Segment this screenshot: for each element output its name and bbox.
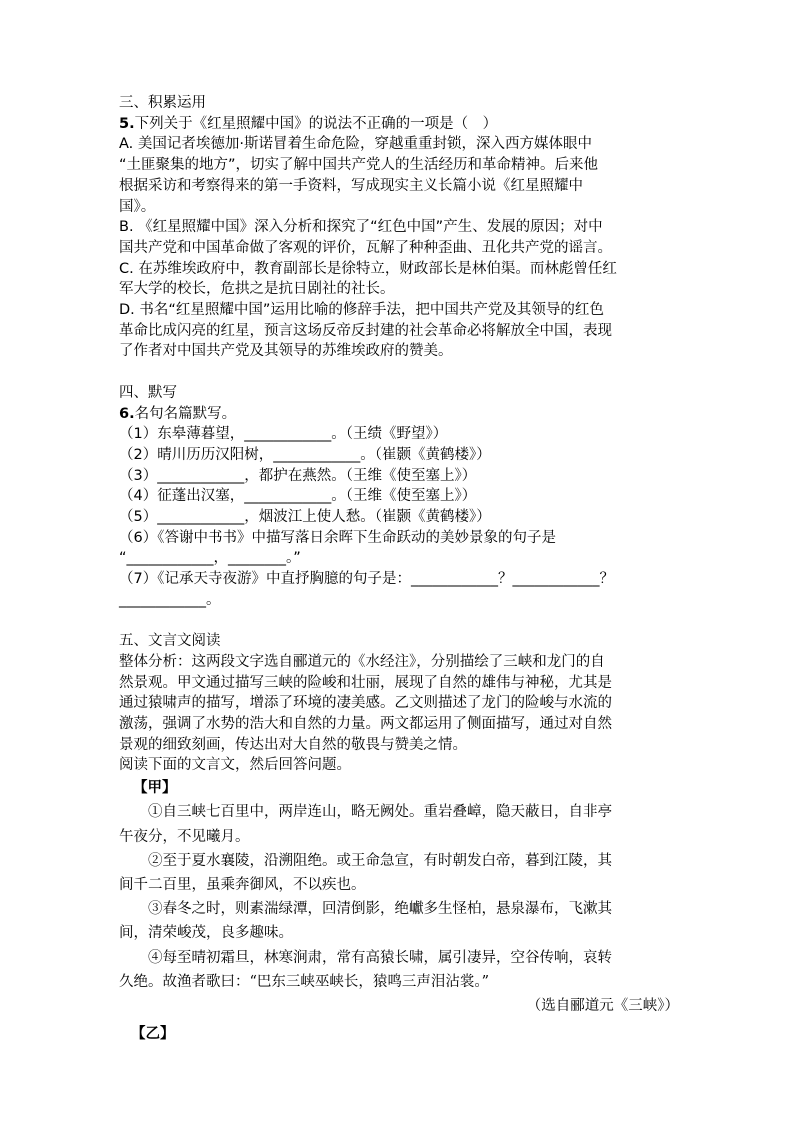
- analysis-paragraph: [119, 652, 679, 756]
- option-a-line: 国》。: [119, 198, 156, 215]
- analysis-line: 通过猿啸声的描写，增添了环境的凄美感。乙文则描述了龙门的险峻与水流的: [119, 695, 612, 712]
- dictation-item-3: （3）____________，都护在燕然。（王维《使至塞上》）: [119, 467, 477, 484]
- question-5-number: 5.: [119, 115, 135, 132]
- dictation-item-6: （6）《答谢中书书》中描写落日余晖下生命跃动的美妙景象的句子是: [119, 529, 556, 546]
- option-d-line: 革命比成闪亮的红星，预言这场反帝反封建的社会革命必将解放全中国，表现: [119, 322, 612, 339]
- dictation-item-4: （4）征蓬出汉塞，____________。（王维《使至塞上》）: [119, 488, 477, 505]
- dictation-item-6-blanks: “____________，________。”: [119, 550, 301, 567]
- question-5-stem: [119, 114, 679, 135]
- option-d-line: 了作者对中国共产党及其领导的苏维埃政府的赞美。: [119, 343, 453, 360]
- spacer: [119, 362, 679, 383]
- analysis-line: 激荡，强调了水势的浩大和自然的力量。两文都运用了侧面描写，通过对自然: [119, 716, 612, 733]
- passage-jia-line: 午夜分，不见曦月。: [119, 828, 250, 845]
- option-d-line: D. 书名“红星照耀中国”运用比喻的修辞手法，把中国共产党及其领导的红色: [119, 302, 604, 319]
- dictation-item-2: （2）晴川历历汉阳树，____________。（崔颢《黄鹤楼》）: [119, 446, 491, 463]
- reading-instruction: 阅读下面的文言文，然后回答问题。: [119, 757, 351, 774]
- analysis-line: 然景观。甲文通过描写三峡的险峻和壮丽，展现了自然的雄伟与神秘，尤其是: [119, 674, 612, 691]
- section5-heading: 五、文言文阅读: [119, 633, 221, 650]
- option-c: [119, 259, 679, 300]
- option-d: [119, 300, 679, 362]
- dictation-item-7-blanks: ____________。: [119, 591, 221, 608]
- question-6-text: 名句名篇默写。: [134, 405, 237, 422]
- passage-jia-line: 间千二百里，虽乘奔御风，不以疾也。: [119, 876, 366, 893]
- passage-jia-line: ②至于夏水襄陵，沿溯阻绝。或王命急宣，有时朝发白帝，暮到江陵，其: [148, 852, 612, 869]
- passage-jia-line: ④每至晴初霜旦，林寒涧肃，常有高猿长啸，属引凄异，空谷传响，哀转: [148, 949, 612, 966]
- page-content: [119, 93, 679, 1045]
- section3-heading: 三、积累运用: [119, 95, 206, 111]
- option-b: [119, 217, 679, 258]
- question-5-text: 下列关于《红星照耀中国》的说法不正确的一项是（ ）: [134, 115, 498, 132]
- option-a-line: A. 美国记者埃德加·斯诺冒着生命危险，穿越重重封锁，深入西方媒体眼中: [119, 136, 592, 153]
- option-a-line: “土匪聚集的地方”，切实了解中国共产党人的生活经历和革命精神。后来他: [119, 157, 599, 174]
- dictation-item-1: （1）东皋薄暮望，____________。（王绩《野望》）: [119, 426, 448, 443]
- passage-jia-line: 间，清荣峻茂，良多趣味。: [119, 925, 293, 942]
- analysis-line: 景观的细致刻画，传达出对大自然的敬畏与赞美之情。: [119, 736, 467, 753]
- section4-heading: 四、默写: [119, 384, 177, 401]
- option-b-line: 国共产党和中国革命做了客观的评价，瓦解了种种歪曲、丑化共产党的谣言。: [119, 239, 612, 256]
- passage-jia-line: 久绝。故渔者歌曰：“巴东三峡巫峡长，猿鸣三声泪沾裳。”: [119, 973, 490, 990]
- option-b-line: B. 《红星照耀中国》深入分析和探究了“红色中国”产生、发展的原因；对中: [119, 219, 603, 236]
- question-6-stem: [119, 404, 679, 425]
- dictation-item-5: （5）____________，烟波江上使人愁。（崔颢《黄鹤楼》）: [119, 509, 491, 526]
- passage-yi-label: 【乙】: [131, 1026, 175, 1043]
- option-a-line: 根据采访和考察得来的第一手资料，写成现实主义长篇小说《红星照耀中: [119, 177, 583, 194]
- passage-jia-line: ③春冬之时，则素湍绿潭，回清倒影，绝巘多生怪柏，悬泉瀑布，飞漱其: [148, 901, 612, 918]
- spacer: [119, 611, 679, 632]
- analysis-line: 整体分析：这两段文字选自郦道元的《水经注》，分别描绘了三峡和龙门的自: [119, 653, 605, 670]
- dictation-item-7: （7）《记承天寺夜游》中直抒胸臆的句子是：____________？____________？: [119, 571, 614, 588]
- question-6-number: 6.: [119, 405, 135, 422]
- passage-jia-label: 【甲】: [133, 780, 177, 797]
- passage-jia-source: （选自郦道元《三峡》）: [526, 998, 679, 1014]
- option-a: [119, 134, 679, 217]
- option-c-line: 军大学的校长，危拱之是抗日剧社的社长。: [119, 281, 395, 298]
- passage-jia: [119, 776, 679, 1018]
- passage-jia-line: ①自三峡七百里中，两岸连山，略无阙处。重岩叠嶂，隐天蔽日，自非亭: [148, 804, 612, 821]
- option-c-line: C. 在苏维埃政府中，教育副部长是徐特立，财政部长是林伯渠。而林彪曾任红: [119, 260, 617, 277]
